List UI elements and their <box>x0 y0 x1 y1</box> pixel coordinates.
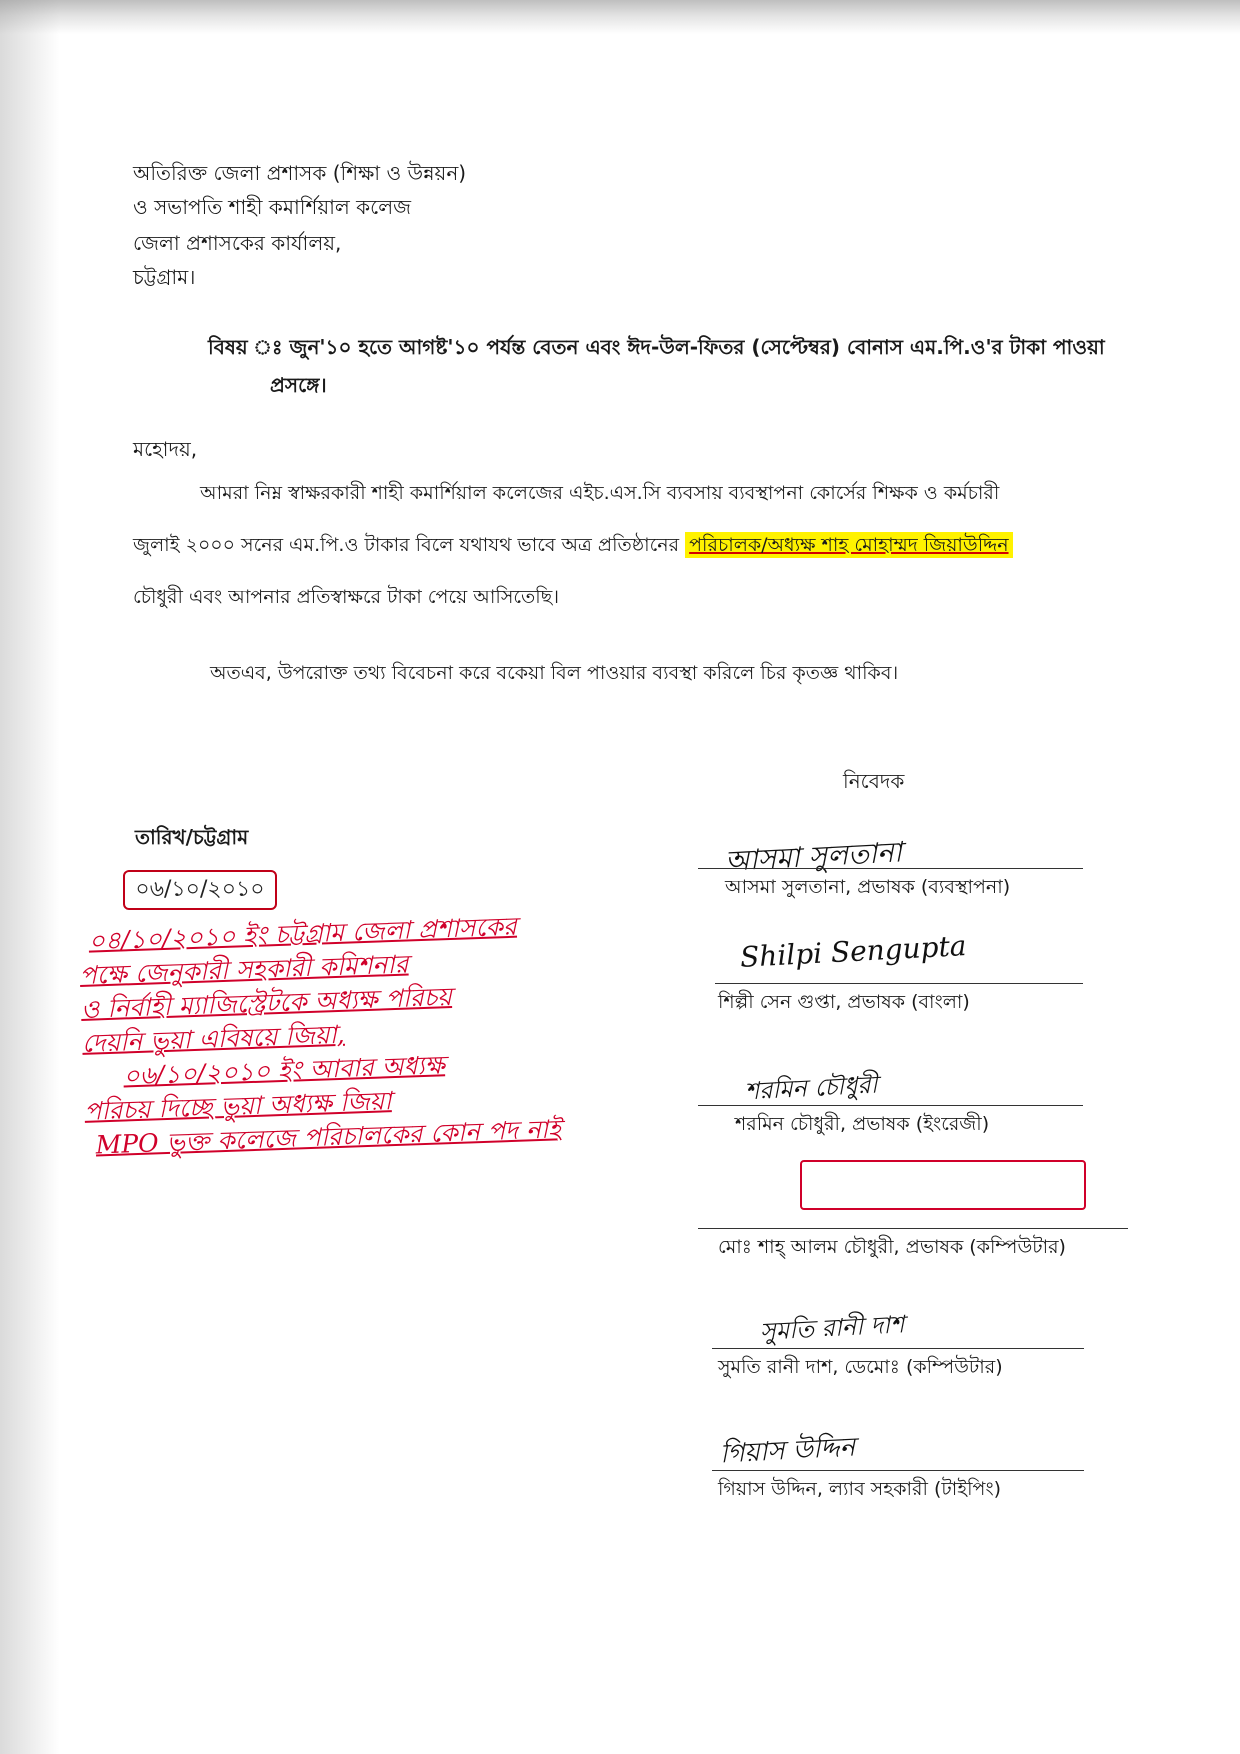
salutation: মহোদয়, <box>133 437 198 461</box>
note-line-2: পক্ষে জেনুকারী সহকারী কমিশনার <box>79 949 409 990</box>
subject-line-2: প্রসঙ্গে। <box>270 373 327 397</box>
signature-2: Shilpi Sengupta <box>739 929 968 974</box>
address-line-4: চট্টগ্রাম। <box>133 265 196 289</box>
subject <box>208 328 1105 404</box>
signatory-name-6: গিয়াস উদ্দিন, ল্যাব সহকারী (টাইপিং) <box>718 1478 1002 1500</box>
note-line-1: ০৪/১০/২০১০ ইং চট্টগ্রাম জেলা প্রশাসকের <box>88 911 518 956</box>
subject-line-1: বিষয় ঃ জুন'১০ হতে আগষ্ট'১০ পর্যন্ত বেতন এবং ঈদ-উল-ফিতর (সেপ্টেম্বর) বোনাস এম.পি.ও'র টাকা পাওয়া <box>208 335 1105 359</box>
body-line-3: চৌধুরী এবং আপনার প্রতিস্বাক্ষরে টাকা পেয়ে আসিতেছি। <box>133 586 560 608</box>
note-line-7: MPO ভুক্ত কলেজে পরিচালকের কোন পদ নাই <box>95 1114 562 1160</box>
signature-line-4 <box>698 1228 1128 1229</box>
closing: নিবেদক <box>843 769 905 793</box>
signature-1: আসমা সুলতানা <box>724 835 903 878</box>
address-line-1: অতিরিক্ত জেলা প্রশাসক (শিক্ষা ও উন্নয়ন) <box>133 161 467 185</box>
red-bracket-mark <box>800 1160 1086 1210</box>
note-line-6: পরিচয় দিচ্ছে ভুয়া অধ্যক্ষ জিয়া <box>84 1086 392 1126</box>
note-line-4: দেয়নি ভুয়া এবিষয়ে জিয়া, <box>81 1019 346 1058</box>
signature-line-2 <box>715 983 1083 984</box>
date-value: ০৬/১০/২০১০ <box>123 870 277 910</box>
body-line-1: আমরা নিম্ন স্বাক্ষরকারী শাহী কমার্শিয়াল কলেজের এইচ.এস.সি ব্যবসায় ব্যবস্থাপনা কোর্সের শিক্ষক ও কর্মচারী <box>200 482 1000 504</box>
address-line-2: ও সভাপতি শাহী কমার্শিয়াল কলেজ <box>133 195 411 219</box>
handwritten-note <box>78 901 786 1163</box>
signature-line-1 <box>698 868 1083 869</box>
address-line-3: জেলা প্রশাসকের কার্যালয়, <box>133 231 342 255</box>
signature-6: গিয়াস উদ্দিন <box>719 1432 856 1470</box>
signature-line-3 <box>698 1105 1083 1106</box>
signatory-name-3: শরমিন চৌধুরী, প্রভাষক (ইংরেজী) <box>735 1113 990 1135</box>
signature-5: সুমতি রানী দাশ <box>759 1310 905 1346</box>
body-line-2-text: জুলাই ২০০০ সনের এম.পি.ও টাকার বিলে যথাযথ ভাবে অত্র প্রতিষ্ঠানের <box>133 534 680 556</box>
signatory-name-1: আসমা সুলতানা, প্রভাষক (ব্যবস্থাপনা) <box>725 876 1011 898</box>
date-label: তারিখ/চট্টগ্রাম <box>135 825 249 849</box>
signature-3: শরমিন চৌধুরী <box>744 1070 879 1106</box>
body-paragraph-2: অতএব, উপরোক্ত তথ্য বিবেচনা করে বকেয়া বিল পাওয়ার ব্যবস্থা করিলে চির কৃতজ্ঞ থাকিব। <box>210 662 899 684</box>
body-line-2 <box>133 532 1013 558</box>
signatory-name-2: শিল্পী সেন গুপ্তা, প্রভাষক (বাংলা) <box>718 991 970 1013</box>
note-line-5: ০৬/১০/২০১০ ইং আবার অধ্যক্ষ <box>122 1050 446 1091</box>
signature-line-5 <box>712 1348 1084 1349</box>
signature-line-6 <box>712 1470 1084 1471</box>
highlighted-name: পরিচালক/অধ্যক্ষ শাহ মোহাম্মদ জিয়াউদ্দিন <box>685 532 1012 558</box>
scan-edge-top <box>0 0 1240 34</box>
signatory-name-4: মোঃ শাহ্ আলম চৌধুরী, প্রভাষক (কম্পিউটার) <box>718 1236 1066 1258</box>
scan-edge-left <box>0 0 60 1754</box>
note-line-3: ও নির্বাহী ম্যাজিস্ট্রেটকে অধ্যক্ষ পরিচয় <box>80 982 453 1024</box>
signatory-name-5: সুমতি রানী দাশ, ডেমোঃ (কম্পিউটার) <box>718 1356 1003 1378</box>
